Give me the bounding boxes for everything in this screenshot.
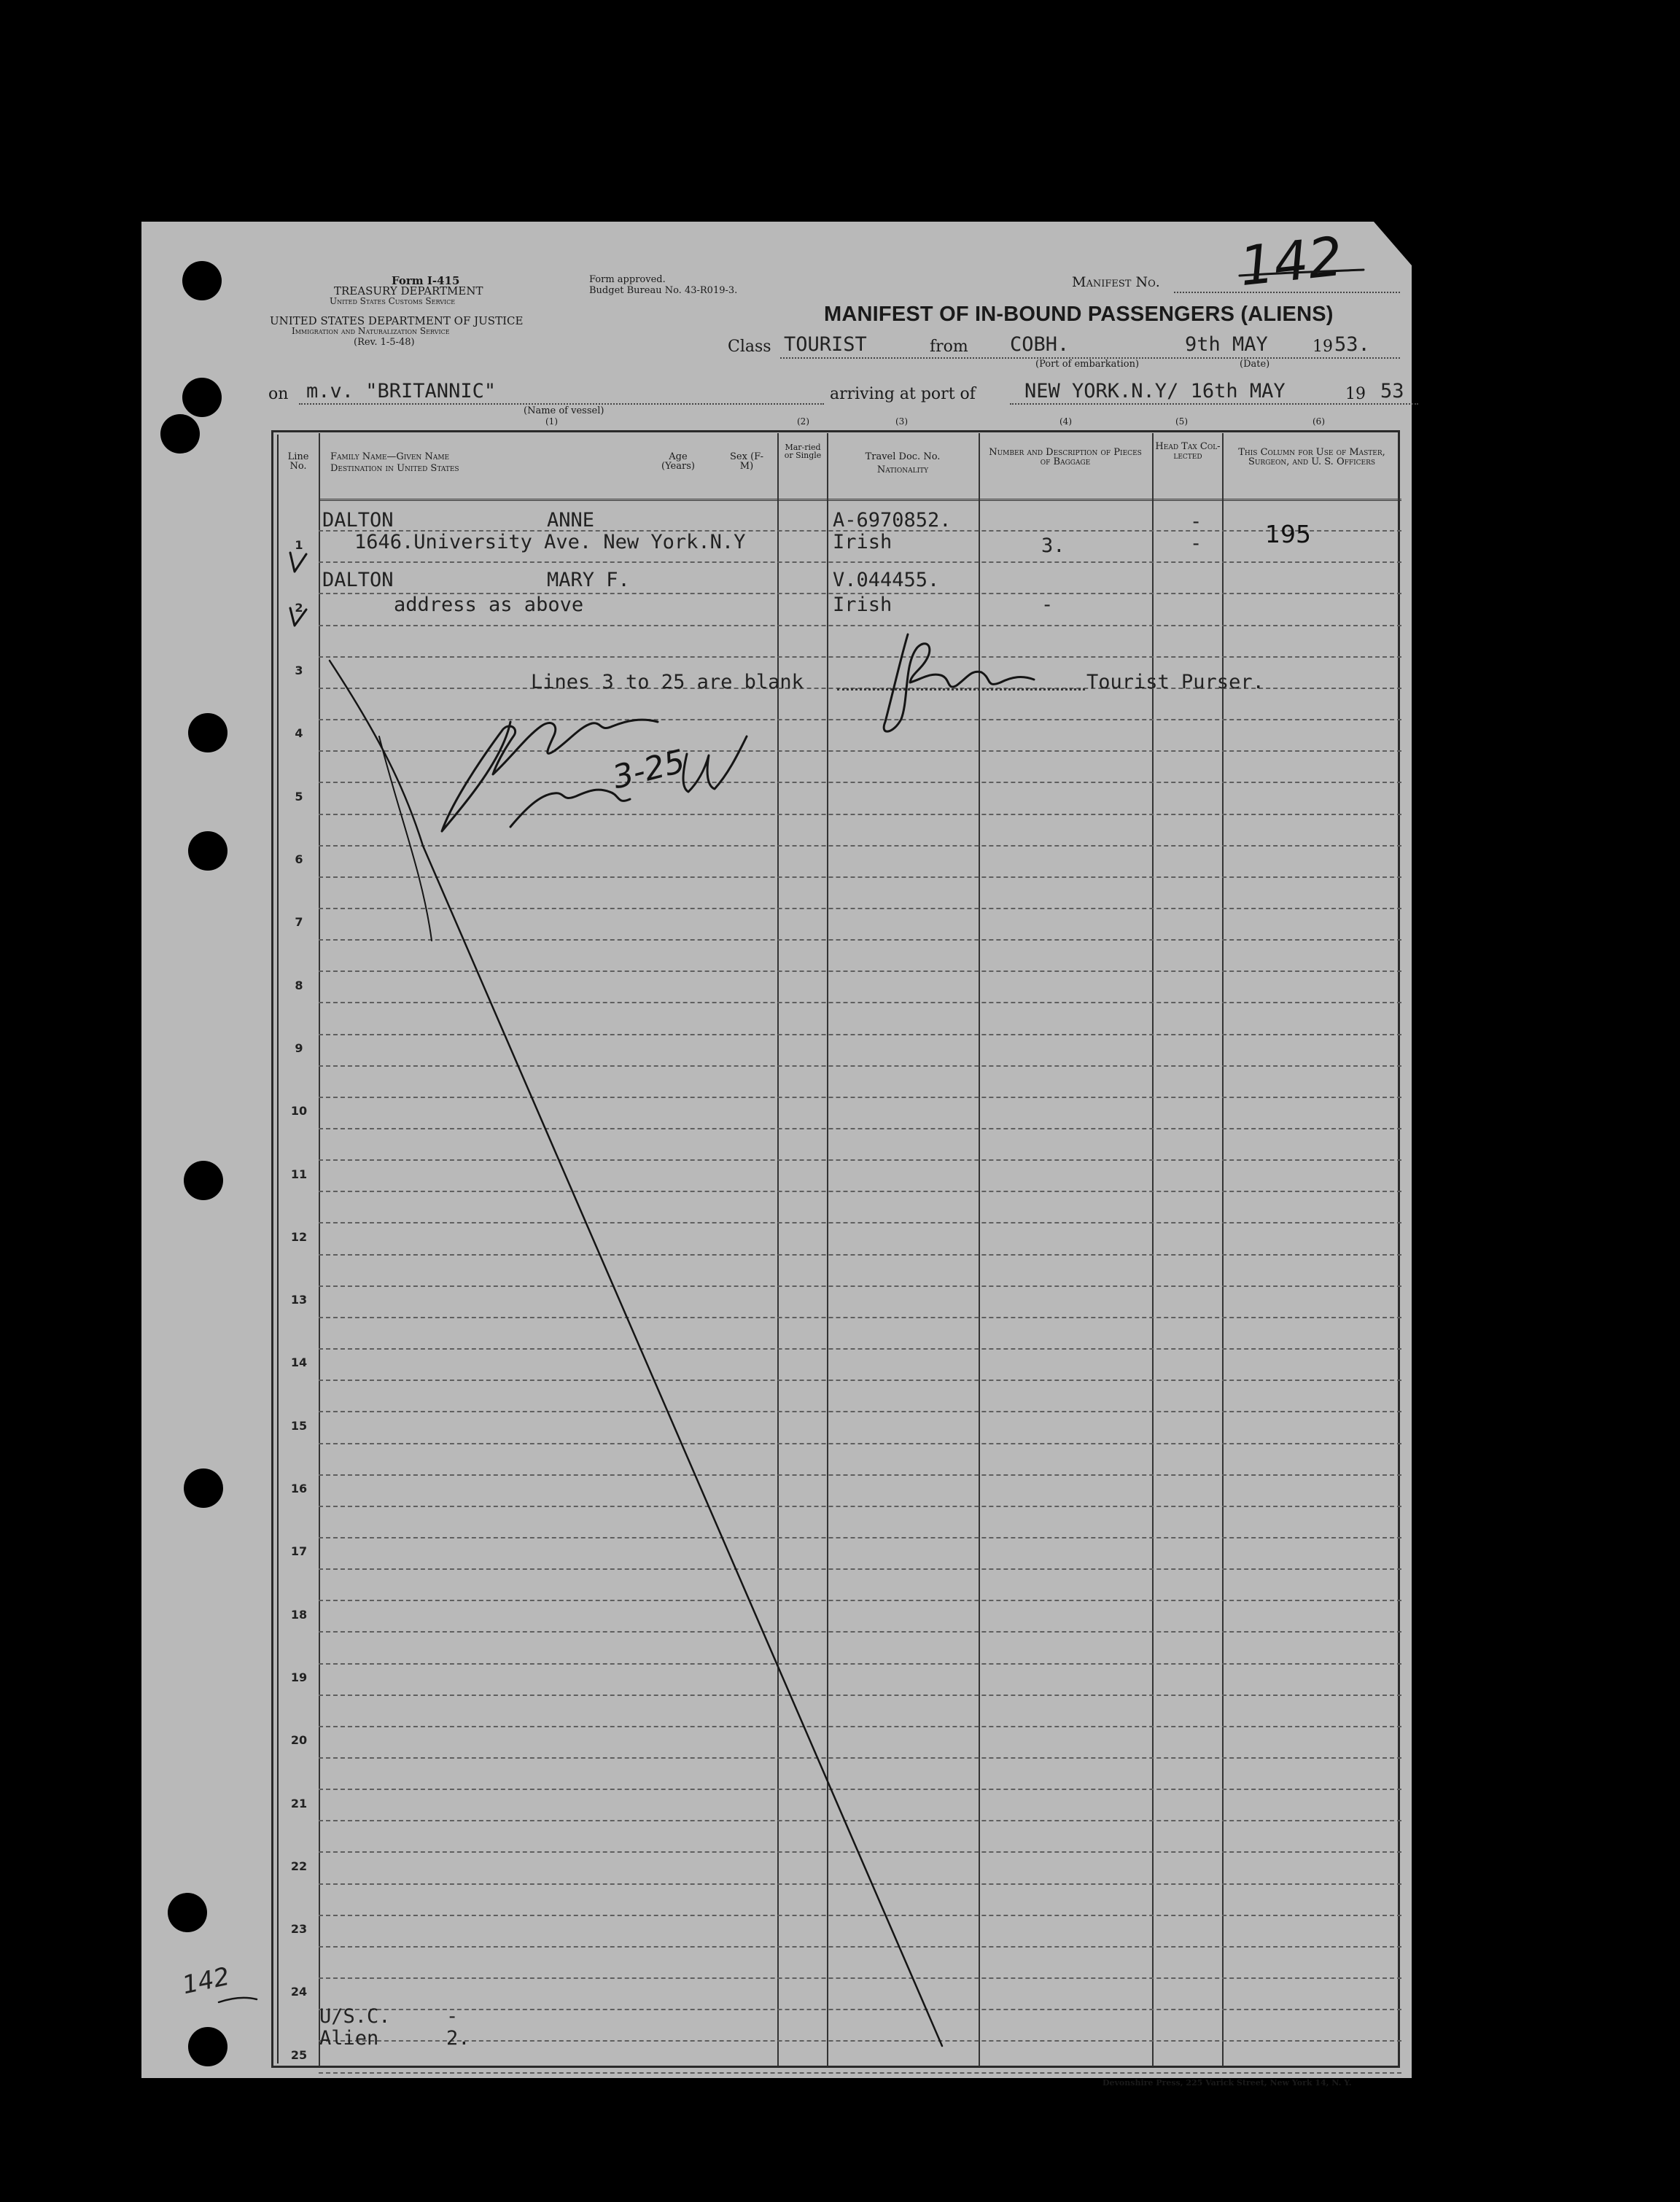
line-number: 13 — [290, 1293, 308, 1307]
class-value: TOURIST — [784, 333, 867, 356]
line-number: 18 — [290, 1607, 308, 1622]
entry-1-address: 1646.University Ave. New York.N.Y — [354, 531, 746, 553]
entry-1-officer-number: 195 — [1265, 520, 1311, 548]
line-number: 17 — [290, 1544, 308, 1559]
header-line-no: Line No. — [287, 451, 309, 472]
margin-note-stroke — [219, 1998, 257, 2002]
entry-1-nationality: Irish — [833, 531, 892, 553]
header-nationality: Nationality — [876, 464, 929, 475]
line-number: 7 — [295, 915, 303, 930]
cancellation-line — [330, 661, 942, 2050]
colnum-6: (6) — [1312, 416, 1325, 427]
entry-2-nationality: Irish — [833, 594, 892, 616]
handwritten-line-range: 3-25 — [609, 742, 689, 797]
margin-note: 142 — [179, 1961, 233, 2001]
colnum-1: (1) — [545, 416, 558, 427]
page-title: MANIFEST OF IN-BOUND PASSENGERS (ALIENS) — [824, 303, 1334, 326]
entry-1-travel-doc: A-6970852. — [833, 509, 952, 532]
line-number: 15 — [290, 1418, 308, 1433]
alien-value: 2. — [446, 2027, 470, 2050]
line-number: 3 — [295, 664, 303, 678]
header-officers: This Column for Use of Master, Surgeon, and U. S. Officers — [1238, 447, 1385, 467]
purser-title: Tourist Purser. — [1086, 671, 1264, 693]
arrival-year: 53 — [1380, 380, 1404, 402]
entry-1-head-tax-2: - — [1190, 532, 1202, 555]
arriving-label: arriving at port of — [830, 385, 976, 403]
line-number: 20 — [290, 1733, 308, 1748]
entry-1-family-name: DALTON — [322, 509, 394, 532]
header-sex: Sex (F-M) — [730, 451, 763, 472]
blank-lines-note: Lines 3 to 25 are blank — [531, 671, 804, 693]
customs-service: United States Customs Service — [330, 296, 456, 306]
line-number: 23 — [290, 1922, 308, 1937]
form-revision: (Rev. 1-5-48) — [354, 337, 415, 348]
line-number: 24 — [290, 1985, 308, 1999]
line-number: 2 — [295, 600, 303, 615]
printer-credit: Devonshire Press, 225 Varick Street, New York 14, N. Y. — [1102, 2078, 1352, 2088]
treasury-dept: TREASURY DEPARTMENT — [334, 284, 483, 297]
header-age: Age (Years) — [661, 451, 695, 472]
usc-value: - — [446, 2005, 459, 2028]
date-label: (Date) — [1240, 359, 1270, 370]
usc-label: U/S.C. — [319, 2005, 391, 2028]
header-destination: Destination in United States — [330, 463, 459, 474]
entry-2-address: address as above — [394, 594, 584, 616]
colnum-2: (2) — [797, 416, 809, 427]
header-married: Mar-ried or Single — [784, 443, 822, 460]
entry-2-baggage: - — [1041, 594, 1054, 616]
line-number: 5 — [295, 789, 303, 804]
manifest-no-label: Manifest No. — [1072, 274, 1160, 290]
vessel-value: m.v. "BRITANNIC" — [306, 380, 497, 402]
line-number: 6 — [295, 852, 303, 866]
line-number: 4 — [295, 726, 303, 741]
on-label: on — [268, 385, 289, 403]
line-number: 11 — [290, 1167, 308, 1181]
entry-2-family-name: DALTON — [322, 569, 394, 591]
year-value: 53. — [1334, 333, 1370, 356]
checkmark — [290, 553, 306, 572]
purser-signature — [884, 634, 1034, 731]
colnum-4: (4) — [1059, 416, 1072, 427]
colnum-3: (3) — [895, 416, 908, 427]
line-number: 19 — [290, 1670, 308, 1684]
justice-dept: UNITED STATES DEPARTMENT OF JUSTICE — [270, 314, 524, 327]
line-number: 25 — [290, 2047, 308, 2062]
from-value: COBH. — [1010, 333, 1070, 356]
line-number: 10 — [290, 1104, 308, 1118]
line-number: 16 — [290, 1482, 308, 1495]
line-number: 1 — [295, 537, 303, 552]
entry-1-given-name: ANNE — [547, 509, 595, 532]
entry-2-travel-doc: V.044455. — [833, 569, 940, 591]
vessel-label: (Name of vessel) — [524, 405, 604, 416]
manifest-no-value: 142 — [1236, 225, 1346, 299]
entry-2-given-name: MARY F. — [547, 569, 630, 591]
checkmark — [290, 608, 306, 626]
entry-1-baggage: 3. — [1041, 534, 1065, 557]
header-travel-doc: Travel Doc. No. — [865, 451, 941, 462]
port-embark-label: (Port of embarkation) — [1035, 359, 1140, 370]
header-baggage: Number and Description of Pieces of Baggage — [989, 447, 1142, 467]
alien-label: Alien — [319, 2027, 379, 2050]
arrival-year-prefix: 19 — [1345, 385, 1366, 403]
date-value: 9th MAY — [1185, 333, 1268, 356]
cancellation-hook — [379, 736, 432, 941]
officer-mark — [683, 736, 747, 792]
line-number: 8 — [295, 978, 303, 992]
line-number: 12 — [290, 1229, 308, 1244]
manifest-number-stroke — [1240, 270, 1364, 276]
class-label: Class — [728, 338, 771, 356]
line-number: 14 — [290, 1355, 308, 1370]
year-prefix: 19 — [1312, 338, 1333, 356]
form-approved: Form approved. — [589, 274, 666, 285]
from-label: from — [930, 338, 968, 356]
arrival-value: NEW YORK.N.Y/ 16th MAY — [1024, 380, 1286, 402]
colnum-5: (5) — [1175, 416, 1188, 427]
entry-1-head-tax: - — [1190, 510, 1202, 533]
line-number: 21 — [290, 1796, 308, 1810]
line-number: 9 — [295, 1040, 303, 1055]
officer-initials — [510, 790, 630, 827]
line-number: 22 — [290, 1859, 308, 1873]
budget-bureau: Budget Bureau No. 43-R019-3. — [589, 285, 738, 296]
ins-service: Immigration and Naturalization Service — [292, 326, 450, 336]
header-head-tax: Head Tax Col-lected — [1155, 441, 1221, 462]
form-id: Form I-415 — [392, 274, 460, 287]
header-name: Family Name—Given Name — [330, 451, 450, 462]
